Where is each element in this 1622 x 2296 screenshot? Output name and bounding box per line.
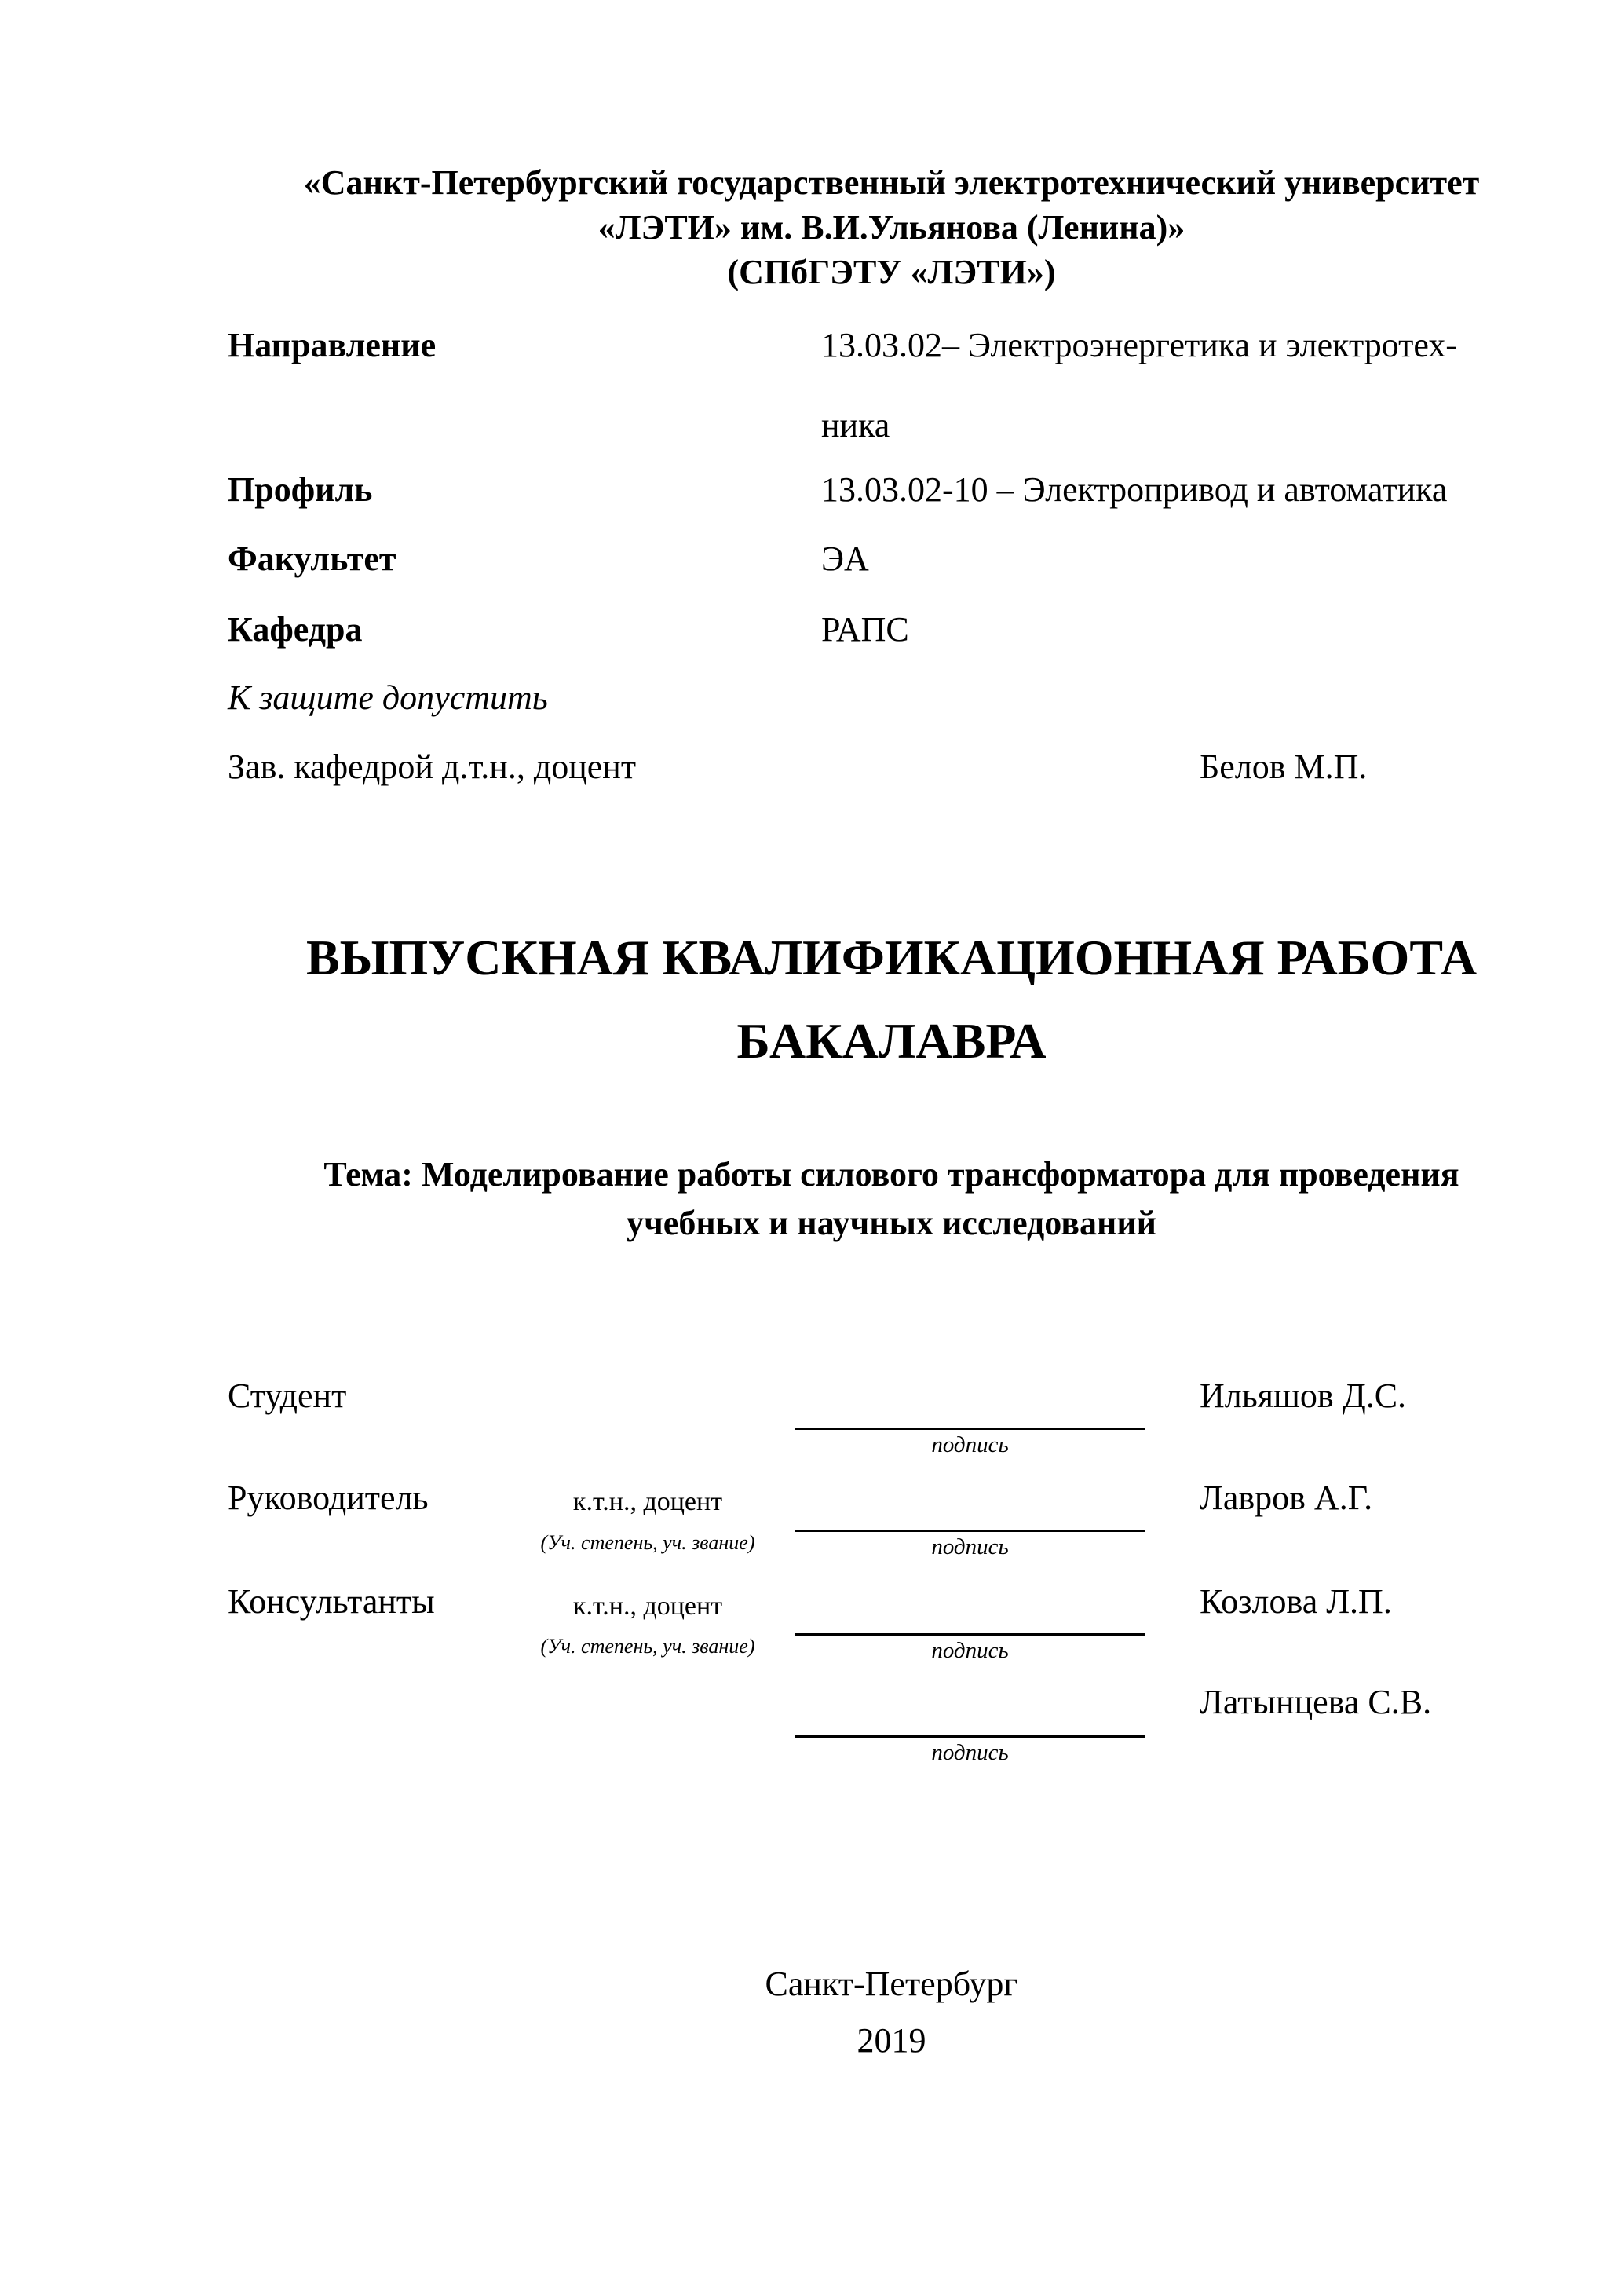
year-label: 2019	[857, 2021, 926, 2060]
consultant1-qualification: к.т.н., доцент	[572, 1592, 723, 1621]
direction-value-line1: 13.03.02– Электроэнергетика и электротех-	[821, 326, 1457, 364]
department-value: РАПС	[821, 610, 909, 649]
supervisor-degree-caption: (Уч. степень, уч. звание)	[540, 1531, 755, 1554]
direction-label: Направление	[228, 326, 437, 364]
student-signature-caption: подпись	[931, 1432, 1009, 1457]
faculty-label: Факультет	[228, 539, 396, 578]
student-name: Ильяшов Д.С.	[1200, 1377, 1407, 1415]
university-abbreviation: (СПбГЭТУ «ЛЭТИ»)	[727, 253, 1056, 291]
student-signature-line	[795, 1428, 1145, 1430]
student-role-label: Студент	[228, 1377, 347, 1415]
work-title-line1: ВЫПУСКНАЯ КВАЛИФИКАЦИОННАЯ РАБОТА	[305, 930, 1478, 985]
theme-line2: учебных и научных исследований	[626, 1204, 1157, 1242]
department-label: Кафедра	[228, 610, 363, 649]
consultant2-signature-caption: подпись	[931, 1740, 1009, 1765]
consultant2-signature-line	[795, 1735, 1145, 1738]
theme-line1: Тема: Моделирование работы силового трансформатора для проведения	[323, 1155, 1459, 1194]
profile-value: 13.03.02-10 – Электропривод и автоматика	[821, 470, 1448, 509]
university-name-line1: «Санкт-Петербургский государственный электротехнический университет	[303, 163, 1480, 202]
consultant1-name: Козлова Л.П.	[1200, 1582, 1392, 1621]
faculty-value: ЭА	[821, 539, 869, 578]
university-name-line2: «ЛЭТИ» им. В.И.Ульянова (Ленина)»	[597, 208, 1185, 247]
department-head-label: Зав. кафедрой д.т.н., доцент	[228, 748, 637, 786]
direction-value-line2: ника	[821, 406, 890, 444]
admission-note: К защите допустить	[228, 678, 548, 717]
consultants-role-label: Консультанты	[228, 1582, 435, 1621]
profile-label: Профиль	[228, 470, 373, 509]
supervisor-role-label: Руководитель	[228, 1479, 429, 1517]
consultant1-degree-caption: (Уч. степень, уч. звание)	[540, 1635, 755, 1658]
supervisor-name: Лавров А.Г.	[1200, 1479, 1373, 1517]
work-title-line2: БАКАЛАВРА	[736, 1013, 1047, 1069]
consultant1-signature-caption: подпись	[931, 1638, 1009, 1663]
supervisor-signature-caption: подпись	[931, 1534, 1009, 1559]
university-header	[228, 160, 1555, 294]
supervisor-signature-line	[795, 1530, 1145, 1532]
department-head-name: Белов М.П.	[1200, 748, 1368, 786]
city-label: Санкт-Петербург	[765, 1965, 1018, 2003]
supervisor-qualification: к.т.н., доцент	[572, 1487, 723, 1516]
consultant2-name: Латынцева С.В.	[1200, 1683, 1432, 1721]
consultant1-signature-line	[795, 1633, 1145, 1636]
